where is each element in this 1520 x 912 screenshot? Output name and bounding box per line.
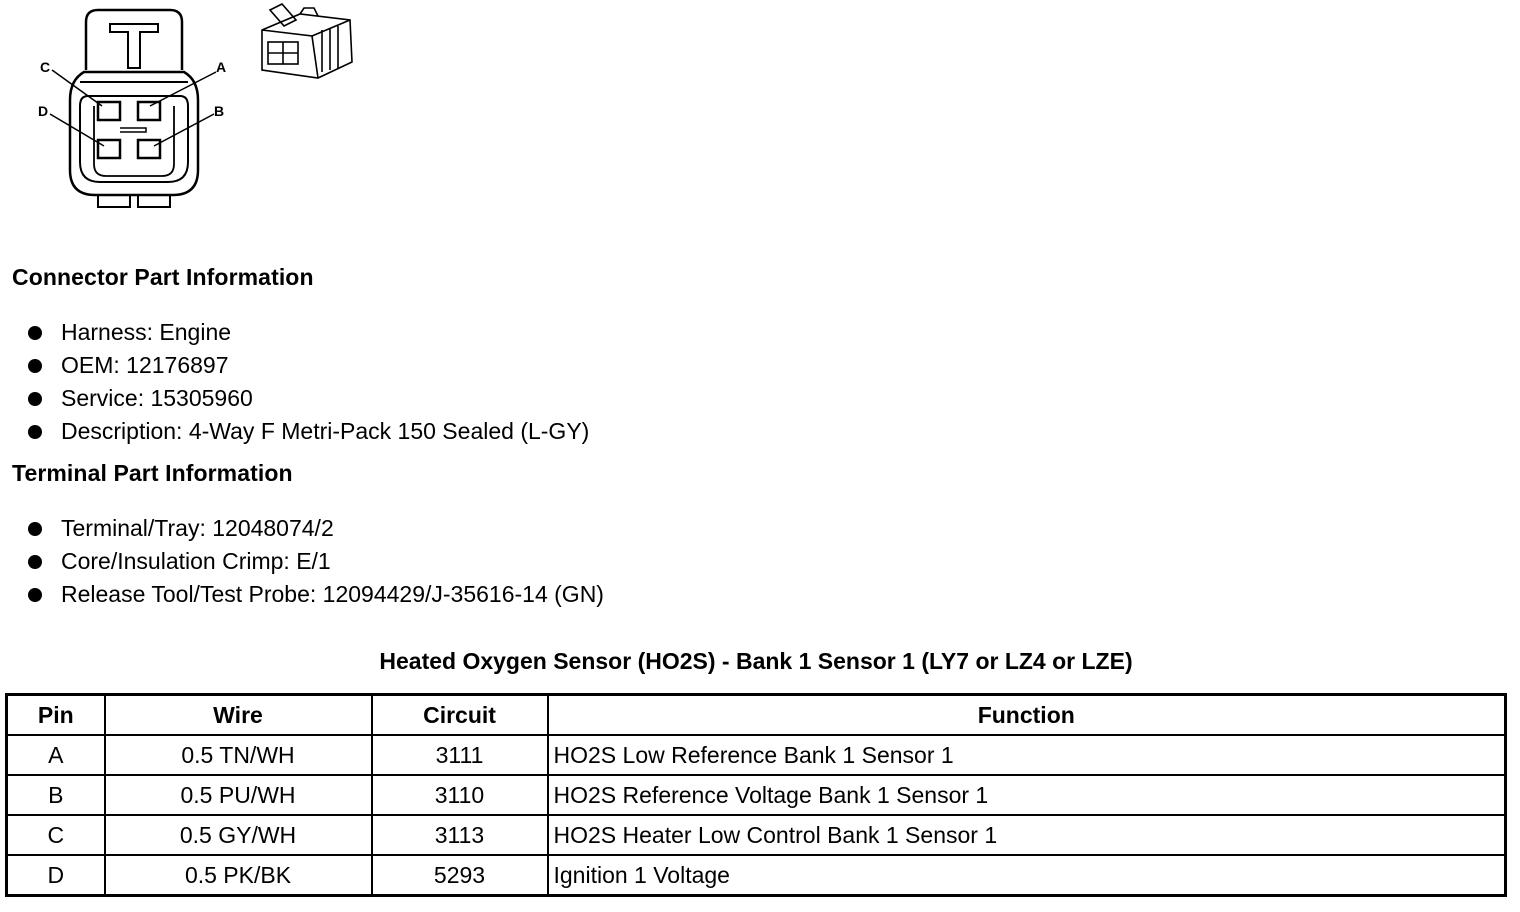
cell-wire: 0.5 PK/BK <box>105 855 372 896</box>
pin-table-title: Heated Oxygen Sensor (HO2S) - Bank 1 Sensor 1 (LY7 or LZ4 or LZE) <box>379 648 1133 674</box>
table-row <box>7 815 1506 855</box>
bullet-icon <box>28 392 42 406</box>
terminal-part-info-list <box>28 512 604 611</box>
list-item <box>28 415 589 448</box>
crimp-text: Core/Insulation Crimp: E/1 <box>61 548 331 574</box>
bullet-icon <box>28 359 42 373</box>
connector-part-info-heading: Connector Part Information <box>12 264 314 290</box>
list-item <box>28 316 589 349</box>
bullet-icon <box>28 522 42 536</box>
cell-function: HO2S Heater Low Control Bank 1 Sensor 1 <box>548 815 1506 855</box>
cell-pin: C <box>7 815 105 855</box>
bullet-icon <box>28 588 42 602</box>
oem-text: OEM: 12176897 <box>61 352 229 378</box>
connector-face-view <box>50 10 216 207</box>
list-item <box>28 545 604 578</box>
cell-circuit: 3110 <box>372 775 548 815</box>
header-wire: Wire <box>105 695 372 736</box>
bullet-icon <box>28 326 42 340</box>
pin-label-c: C <box>40 59 51 75</box>
connector-part-info-list <box>28 316 589 448</box>
cell-wire: 0.5 PU/WH <box>105 775 372 815</box>
cell-pin: B <box>7 775 105 815</box>
cell-circuit: 3113 <box>372 815 548 855</box>
cell-circuit: 5293 <box>372 855 548 896</box>
bullet-icon <box>28 555 42 569</box>
cell-wire: 0.5 TN/WH <box>105 735 372 775</box>
cell-pin: D <box>7 855 105 896</box>
pin-table <box>5 693 1507 897</box>
pin-label-b: B <box>214 103 225 119</box>
header-function: Function <box>548 695 1506 736</box>
cell-function: HO2S Low Reference Bank 1 Sensor 1 <box>548 735 1506 775</box>
harness-text: Harness: Engine <box>61 319 232 345</box>
table-row <box>7 775 1506 815</box>
list-item <box>28 578 604 611</box>
header-pin: Pin <box>7 695 105 736</box>
terminal-tray-text: Terminal/Tray: 12048074/2 <box>61 515 334 541</box>
list-item <box>28 349 589 382</box>
list-item <box>28 512 604 545</box>
service-text: Service: 15305960 <box>61 385 253 411</box>
connector-perspective-icon <box>262 4 352 78</box>
connector-diagram <box>0 0 380 220</box>
pin-label-d: D <box>38 103 49 119</box>
bullet-icon <box>28 425 42 439</box>
table-row <box>7 735 1506 775</box>
table-header-row <box>7 695 1506 736</box>
list-item <box>28 382 589 415</box>
cell-pin: A <box>7 735 105 775</box>
terminal-part-info-heading: Terminal Part Information <box>12 460 293 486</box>
table-row <box>7 855 1506 896</box>
release-tool-text: Release Tool/Test Probe: 12094429/J-35616-14 (GN) <box>61 581 604 607</box>
description-text: Description: 4-Way F Metri-Pack 150 Sealed (L-GY) <box>61 418 590 444</box>
header-circuit: Circuit <box>372 695 548 736</box>
cell-function: Ignition 1 Voltage <box>548 855 1506 896</box>
cell-circuit: 3111 <box>372 735 548 775</box>
cell-function: HO2S Reference Voltage Bank 1 Sensor 1 <box>548 775 1506 815</box>
cell-wire: 0.5 GY/WH <box>105 815 372 855</box>
pin-label-a: A <box>216 59 227 75</box>
